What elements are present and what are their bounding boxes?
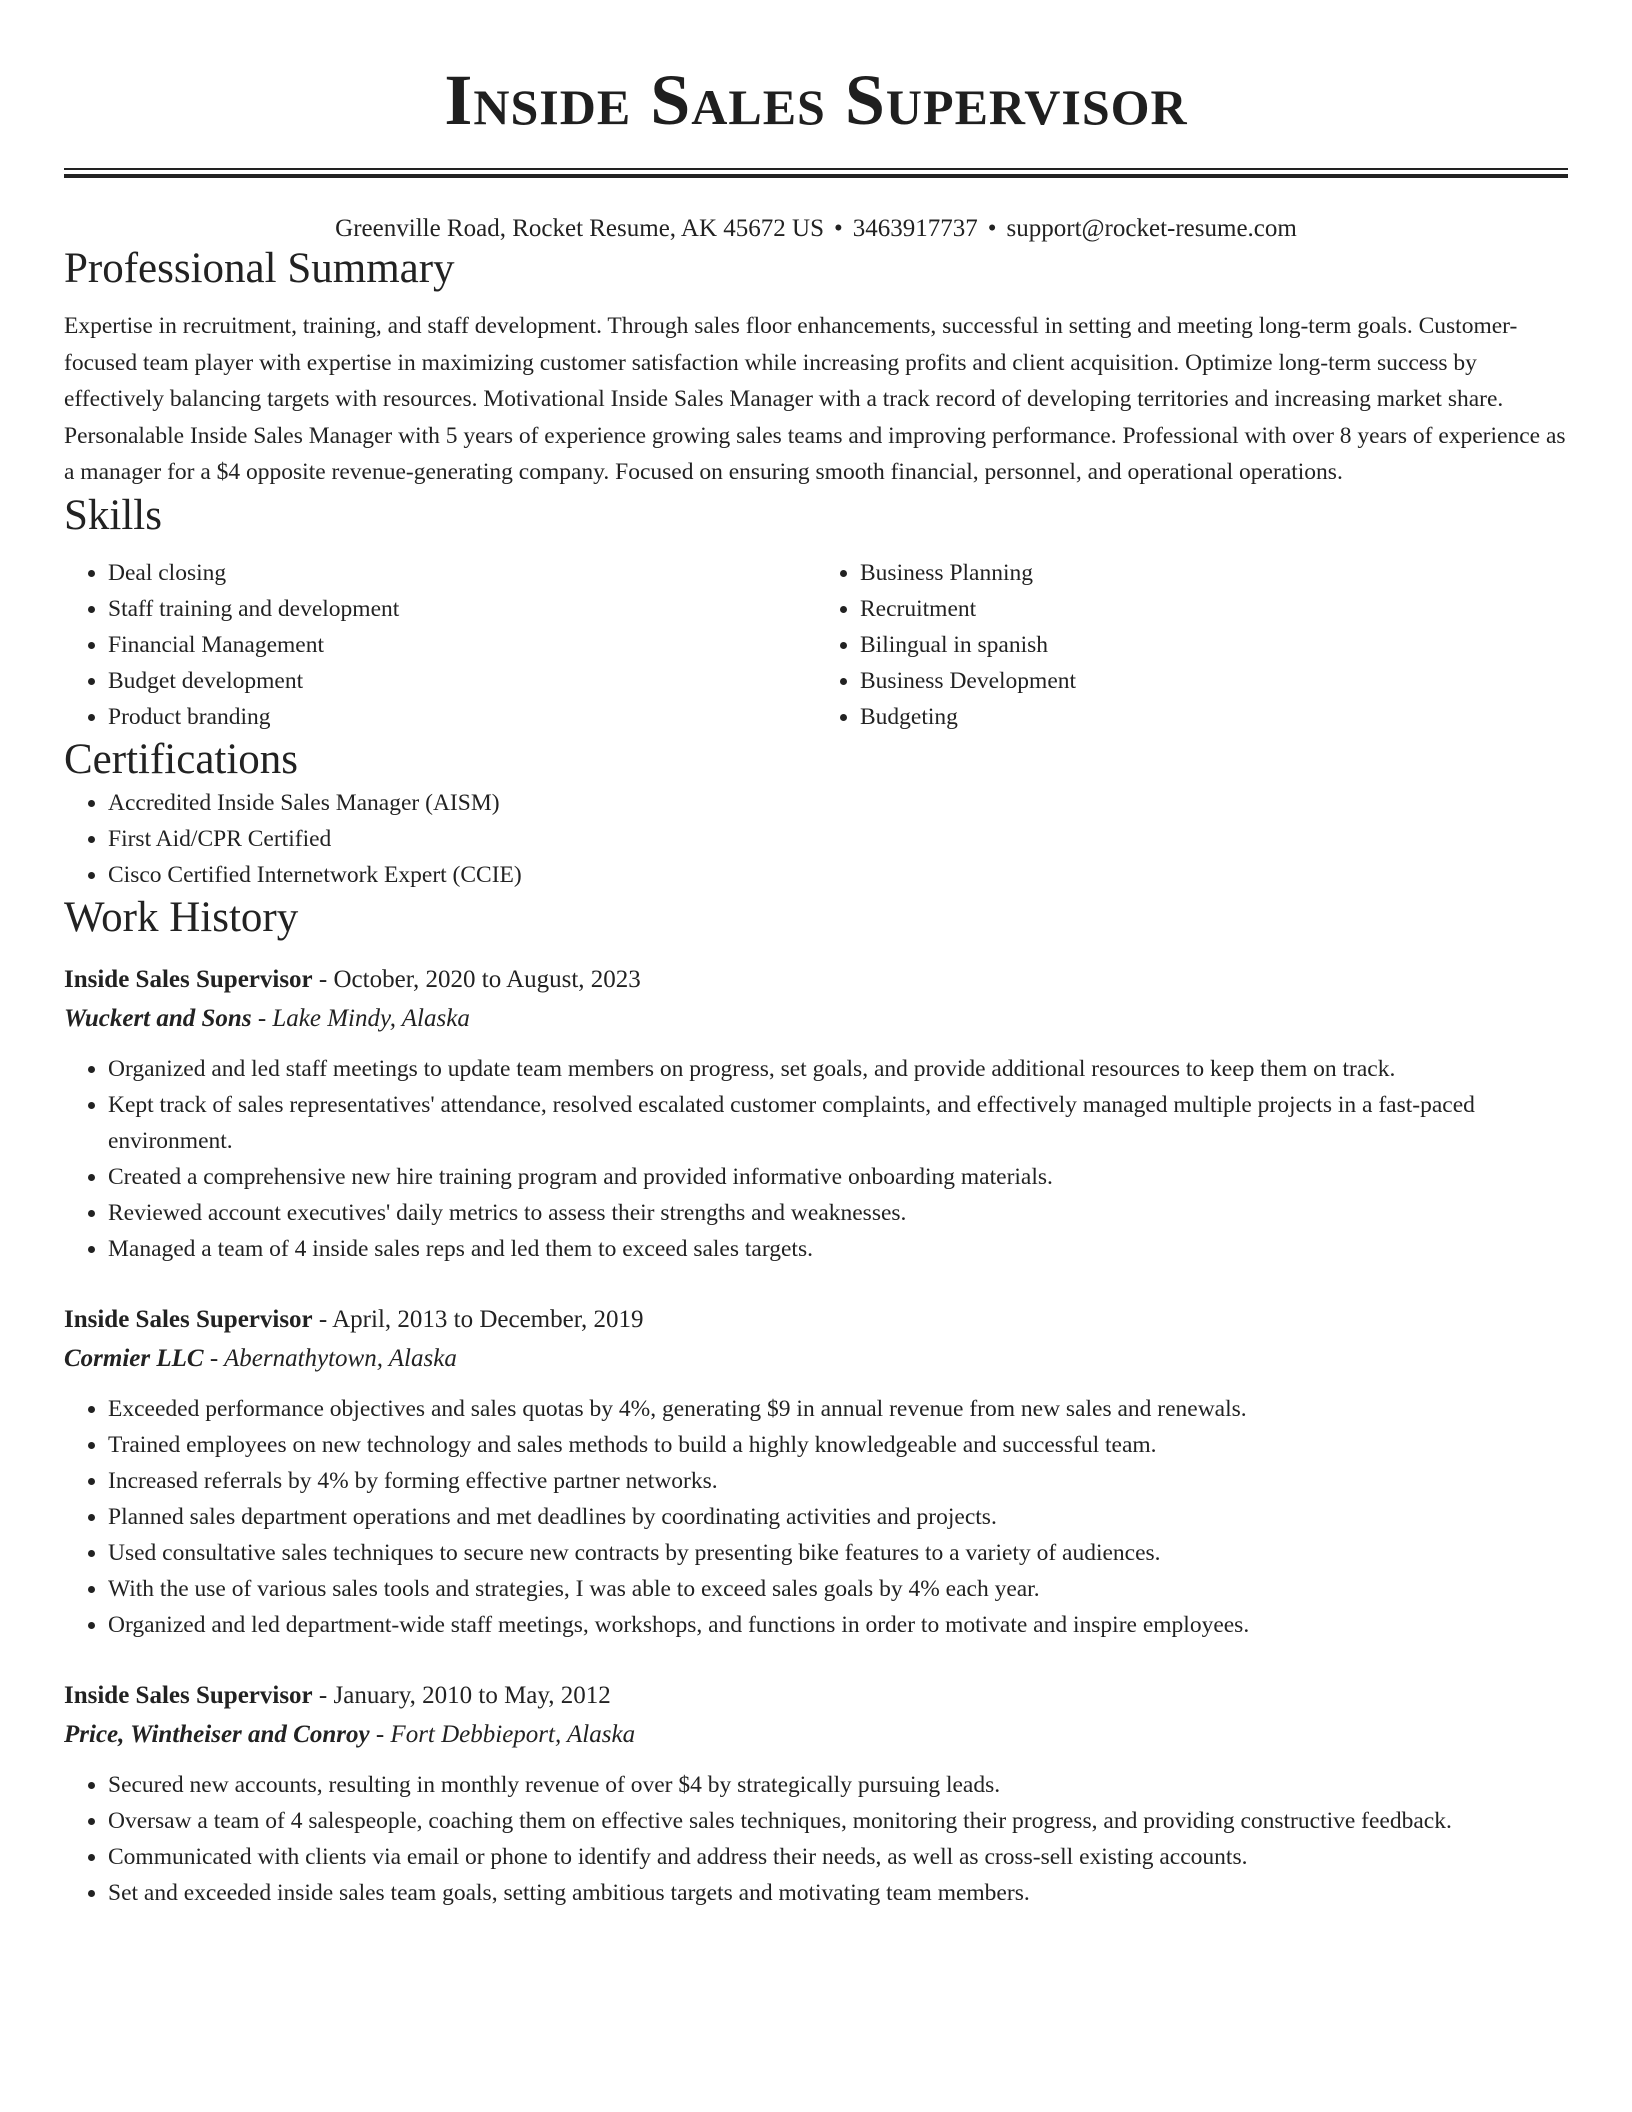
job-dates: October, 2020 to August, 2023 (333, 965, 641, 993)
certifications-list (64, 785, 1568, 893)
job-duty: • Created a comprehensive new hire training program and provided informative onboarding materials. (108, 1159, 1568, 1195)
job-location: Fort Debbieport, Alaska (390, 1720, 636, 1748)
job-duty: • Set and exceeded inside sales team goals, setting ambitious targets and motivating team members. (108, 1875, 1568, 1911)
job-duties (64, 1767, 1568, 1911)
skill-item: • Business Development (860, 663, 1568, 699)
contact-phone: 3463917737 (852, 215, 978, 242)
job-duty: • Reviewed account executives' daily metrics to assess their strengths and weaknesses. (108, 1195, 1568, 1231)
skill-item: • Budget development (108, 663, 816, 699)
job-location: Lake Mindy, Alaska (272, 1004, 470, 1032)
skill-item: • Business Planning (860, 555, 1568, 591)
job-duty: • Oversaw a team of 4 salespeople, coaching them on effective sales techniques, monitoring their progress, and providing constructive feedback. (108, 1803, 1568, 1839)
job-duty: • With the use of various sales tools and strategies, I was able to exceed sales goals by 4% each year. (108, 1571, 1568, 1607)
job-entry (64, 1301, 1568, 1643)
job-duty: • Used consultative sales techniques to secure new contracts by presenting bike features to a variety of audiences. (108, 1535, 1568, 1571)
job-header: Inside Sales Supervisor - October, 2020 to August, 2023 (64, 965, 641, 993)
skills-list (64, 555, 1568, 735)
section-title-skills: Skills (64, 491, 162, 539)
job-role: Inside Sales Supervisor (64, 1681, 313, 1709)
job-duty: • Managed a team of 4 inside sales reps and led them to exceed sales targets. (108, 1231, 1568, 1267)
skill-item: • Staff training and development (108, 591, 816, 627)
job-dates: January, 2010 to May, 2012 (333, 1681, 611, 1709)
skills-column-right (816, 555, 1568, 735)
job-duty: • Planned sales department operations and met deadlines by coordinating activities and projects. (108, 1499, 1568, 1535)
contact-address: Greenville Road, Rocket Resume, AK 45672 US (335, 215, 824, 242)
section-title-work-history: Work History (64, 893, 299, 941)
skill-item: • Financial Management (108, 627, 816, 663)
job-role: Inside Sales Supervisor (64, 1305, 313, 1333)
skill-item: • Recruitment (860, 591, 1568, 627)
skill-item: • Bilingual in spanish (860, 627, 1568, 663)
job-company: Price, Wintheiser and Conroy (64, 1720, 370, 1748)
job-duty: • Organized and led department-wide staff meetings, workshops, and functions in order to motivate and inspire employees. (108, 1607, 1568, 1643)
job-company: Cormier LLC (64, 1344, 204, 1372)
job-role: Inside Sales Supervisor (64, 965, 313, 993)
job-company: Wuckert and Sons (64, 1004, 252, 1032)
certification-item: • First Aid/CPR Certified (108, 821, 1568, 857)
contact-line (64, 214, 1568, 244)
job-duty: • Organized and led staff meetings to update team members on progress, set goals, and provide additional resources to keep them on track. (108, 1051, 1568, 1087)
job-entry (64, 1677, 1568, 1911)
job-duty: • Secured new accounts, resulting in monthly revenue of over $4 by strategically pursuing leads. (108, 1767, 1568, 1803)
job-location: Abernathytown, Alaska (223, 1344, 457, 1372)
job-duty: • Trained employees on new technology and sales methods to build a highly knowledgeable and successful team. (108, 1427, 1568, 1463)
job-dates: April, 2013 to December, 2019 (332, 1305, 644, 1333)
job-duty: • Exceeded performance objectives and sales quotas by 4%, generating $9 in annual revenue from new sales and renewals. (108, 1391, 1568, 1427)
skills-column-left (64, 555, 816, 735)
skill-item: • Product branding (108, 699, 816, 735)
job-company-line: Wuckert and Sons - Lake Mindy, Alaska (64, 1004, 470, 1032)
certification-item: • Cisco Certified Internetwork Expert (CCIE) (108, 857, 1568, 893)
contact-separator: • (834, 215, 843, 242)
section-title-certifications: Certifications (64, 735, 299, 783)
job-header: Inside Sales Supervisor - April, 2013 to December, 2019 (64, 1305, 644, 1333)
job-header: Inside Sales Supervisor - January, 2010 to May, 2012 (64, 1681, 611, 1709)
skill-item: • Budgeting (860, 699, 1568, 735)
job-company-line: Price, Wintheiser and Conroy - Fort Debbieport, Alaska (64, 1720, 636, 1748)
job-duties (64, 1051, 1568, 1267)
resume-title: Inside Sales Supervisor (444, 60, 1188, 140)
job-duties (64, 1391, 1568, 1643)
job-duty: • Kept track of sales representatives' attendance, resolved escalated customer complaints, and effectively managed multiple projects in a fast-paced environment. (108, 1087, 1568, 1159)
summary-text: Expertise in recruitment, training, and staff development. Through sales floor enhancements, successful in setting and meeting long-term goals. Customer-focused team player with expertise in maximizing customer satisfaction while increasing profits and client acquisition. Optimize long-term success by effectively balancing targets with resources. Motivational Inside Sales Manager with a track record of developing territories and increasing market share. Personalable Inside Sales Manager with 5 years of experience growing sales teams and improving performance. Professional with over 8 years of experience as a manager for a $4 opposite revenue-generating company. Focused on ensuring smooth financial, personnel, and operational operations. (64, 313, 1566, 485)
section-title-summary: Professional Summary (64, 245, 455, 292)
contact-email: support@rocket-resume.com (1006, 215, 1297, 242)
certification-item: • Accredited Inside Sales Manager (AISM) (108, 785, 1568, 821)
skill-item: • Deal closing (108, 555, 816, 591)
contact-separator: • (987, 215, 997, 242)
job-duty: • Communicated with clients via email or phone to identify and address their needs, as well as cross-sell existing accounts. (108, 1839, 1568, 1875)
job-company-line: Cormier LLC - Abernathytown, Alaska (64, 1344, 457, 1372)
title-divider (64, 168, 1568, 178)
job-duty: • Increased referrals by 4% by forming effective partner networks. (108, 1463, 1568, 1499)
job-entry (64, 961, 1568, 1267)
